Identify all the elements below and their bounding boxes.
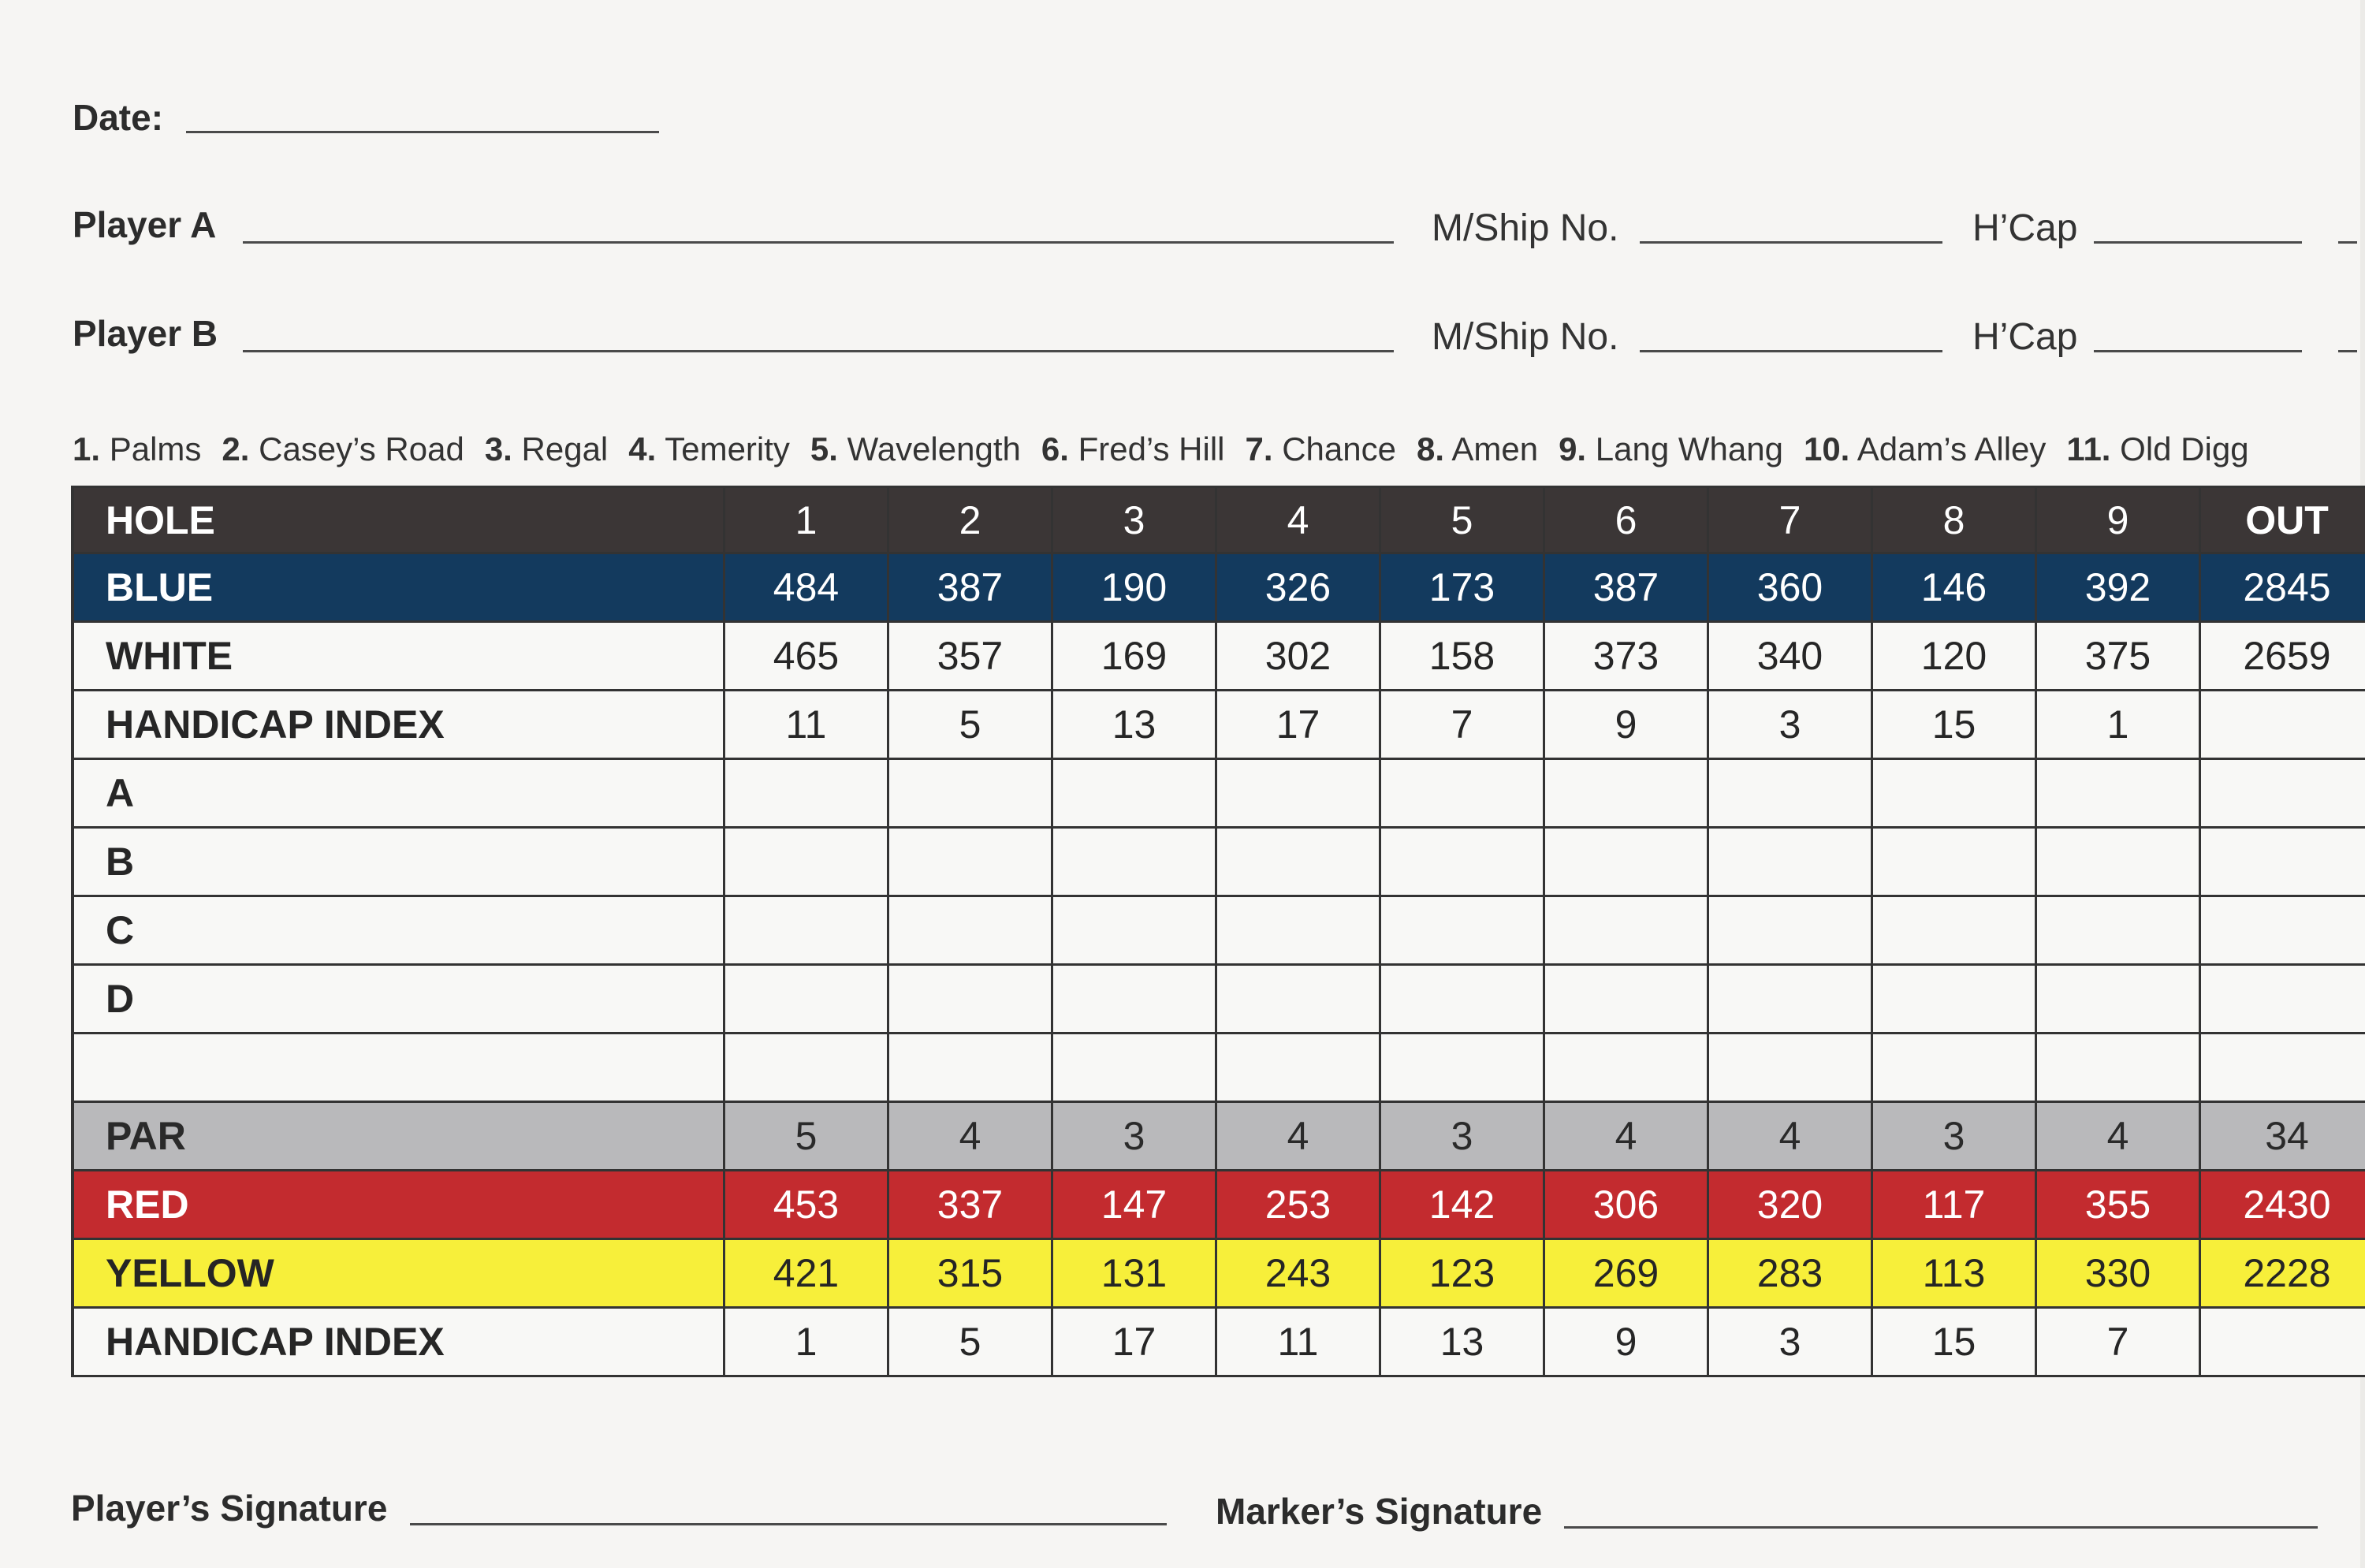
handicap-index-row-ladies-cell: 3	[1709, 1309, 1873, 1375]
handicap-index-row-cell: 15	[1873, 691, 2037, 758]
hole-name-item	[1041, 430, 1225, 467]
hole-row	[74, 486, 2365, 554]
white-tee-row-out-cell: 2659	[2243, 634, 2331, 678]
red-tee-row-cell: 306	[1545, 1171, 1709, 1238]
hole-name-number: 7.	[1245, 430, 1273, 467]
player-a-extra-field[interactable]	[2338, 241, 2357, 244]
player-score-row-cell[interactable]	[1217, 897, 1381, 963]
player-score-row-label: A	[74, 760, 725, 826]
hole-name-number: 4.	[628, 430, 657, 467]
handicap-index-row-ladies-label: HANDICAP INDEX	[74, 1309, 725, 1375]
red-tee-row-label: RED	[74, 1171, 725, 1238]
player-score-row-cell[interactable]	[725, 829, 889, 895]
blue-tee-row-cell: 387	[1545, 554, 1709, 620]
player-score-row-out-cell[interactable]	[2201, 829, 2365, 895]
player-score-row-cell[interactable]	[1545, 966, 1709, 1032]
player-score-row	[74, 760, 2365, 829]
handicap-index-row-cell: 1	[2037, 691, 2201, 758]
hole-name-item	[1246, 430, 1396, 467]
player-score-row-cell[interactable]	[1217, 966, 1381, 1032]
player-b-name-field[interactable]	[243, 350, 1394, 352]
yellow-tee-row-cell: 243	[1217, 1240, 1381, 1306]
blue-tee-row-cell: 484	[725, 554, 889, 620]
white-tee-row-cell: 357	[889, 623, 1053, 689]
player-score-row	[74, 1034, 2365, 1103]
player-score-row-cell[interactable]	[889, 760, 1053, 826]
red-tee-row-cell: 337	[889, 1171, 1053, 1238]
par-row-cell: 5	[725, 1103, 889, 1169]
par-row-out-cell: 34	[2265, 1114, 2309, 1158]
par-row-cell: 4	[889, 1103, 1053, 1169]
player-b-hcap-field[interactable]	[2094, 350, 2302, 352]
handicap-index-row-ladies-cell: 7	[2037, 1309, 2201, 1375]
hole-row-cell: 2	[889, 488, 1053, 552]
handicap-index-row-cell: 7	[1381, 691, 1545, 758]
hole-name-item	[73, 430, 201, 467]
player-a-hcap-label: H’Cap	[1972, 207, 2078, 249]
hole-name-number: 5.	[810, 430, 838, 467]
player-score-row-cell[interactable]	[1873, 760, 2037, 826]
player-a-mship-label: M/Ship No.	[1432, 207, 1619, 249]
par-row-cell: 3	[1053, 1103, 1217, 1169]
hole-name-number: 2.	[222, 430, 250, 467]
red-tee-row-cell: 147	[1053, 1171, 1217, 1238]
par-row-cell: 4	[2037, 1103, 2201, 1169]
white-tee-row	[74, 623, 2365, 691]
player-signature-label: Player’s Signature	[71, 1488, 388, 1529]
player-score-row-cell[interactable]	[889, 829, 1053, 895]
player-score-row-label: D	[74, 966, 725, 1032]
yellow-tee-row	[74, 1240, 2365, 1309]
par-row-cell: 4	[1217, 1103, 1381, 1169]
red-tee-row-cell: 142	[1381, 1171, 1545, 1238]
hole-row-cell: 9	[2037, 488, 2201, 552]
hole-row-cell: 5	[1381, 488, 1545, 552]
white-tee-row-cell: 340	[1709, 623, 1873, 689]
red-tee-row-out-cell: 2430	[2243, 1183, 2331, 1227]
player-a-hcap-field[interactable]	[2094, 241, 2302, 244]
player-score-row-out-cell[interactable]	[2201, 760, 2365, 826]
player-score-row-cell[interactable]	[1873, 1034, 2037, 1101]
player-score-row	[74, 966, 2365, 1034]
player-score-row-cell[interactable]	[889, 897, 1053, 963]
white-tee-row-cell: 158	[1381, 623, 1545, 689]
yellow-tee-row-cell: 283	[1709, 1240, 1873, 1306]
yellow-tee-row-cell: 113	[1873, 1240, 2037, 1306]
player-score-row-cell[interactable]	[2037, 1034, 2201, 1101]
player-score-row-cell[interactable]	[1545, 1034, 1709, 1101]
par-row-cell: 3	[1873, 1103, 2037, 1169]
player-b-hcap-label: H’Cap	[1972, 316, 2078, 358]
player-score-row	[74, 829, 2365, 897]
white-tee-row-cell: 375	[2037, 623, 2201, 689]
blue-tee-row	[74, 554, 2365, 623]
player-score-row-cell[interactable]	[1217, 1034, 1381, 1101]
red-tee-row-cell: 453	[725, 1171, 889, 1238]
hole-name-text: Temerity	[665, 430, 790, 467]
red-tee-row-cell: 253	[1217, 1171, 1381, 1238]
player-signature-field[interactable]	[410, 1523, 1167, 1525]
hole-name-text: Casey’s Road	[259, 430, 464, 467]
yellow-tee-row-cell: 330	[2037, 1240, 2201, 1306]
scorecard-table	[71, 486, 2365, 1377]
hole-name-text: Lang Whang	[1595, 430, 1783, 467]
handicap-index-row-ladies-cell: 9	[1545, 1309, 1709, 1375]
hole-name-number: 9.	[1559, 430, 1587, 467]
player-score-row-cell[interactable]	[1381, 897, 1545, 963]
blue-tee-row-cell: 146	[1873, 554, 2037, 620]
hole-name-item	[485, 430, 608, 467]
player-score-row	[74, 897, 2365, 966]
handicap-index-row-ladies-cell: 13	[1381, 1309, 1545, 1375]
handicap-index-row-ladies-cell: 11	[1217, 1309, 1381, 1375]
blue-tee-row-out-cell: 2845	[2243, 565, 2331, 609]
handicap-index-row-cell: 17	[1217, 691, 1381, 758]
player-score-row-cell[interactable]	[1053, 760, 1217, 826]
player-a-label: Player A	[73, 204, 217, 245]
player-score-row-cell[interactable]	[1381, 760, 1545, 826]
hole-name-item	[1559, 430, 1783, 467]
player-score-row-label: C	[74, 897, 725, 963]
yellow-tee-row-cell: 421	[725, 1240, 889, 1306]
player-score-row-cell[interactable]	[1873, 966, 2037, 1032]
player-score-row-cell[interactable]	[1709, 829, 1873, 895]
white-tee-row-cell: 120	[1873, 623, 2037, 689]
blue-tee-row-cell: 387	[889, 554, 1053, 620]
hole-name-text: Old Digg	[2120, 430, 2249, 467]
handicap-index-row-cell: 9	[1545, 691, 1709, 758]
date-field[interactable]	[186, 131, 659, 133]
blue-tee-row-cell: 326	[1217, 554, 1381, 620]
blue-tee-row-cell: 190	[1053, 554, 1217, 620]
par-row-label: PAR	[74, 1103, 725, 1169]
player-score-row-cell[interactable]	[1381, 966, 1545, 1032]
player-score-row-cell[interactable]	[1381, 829, 1545, 895]
player-score-row-cell[interactable]	[1545, 760, 1709, 826]
handicap-index-row-ladies-cell: 15	[1873, 1309, 2037, 1375]
yellow-tee-row-cell: 269	[1545, 1240, 1709, 1306]
player-score-row-cell[interactable]	[1217, 829, 1381, 895]
hole-row-cell: 1	[725, 488, 889, 552]
hole-row-cell: 8	[1873, 488, 2037, 552]
player-b-extra-field[interactable]	[2338, 350, 2357, 352]
hole-name-number: 8.	[1416, 430, 1444, 467]
player-score-row-out-cell[interactable]	[2201, 966, 2365, 1032]
handicap-index-row	[74, 691, 2365, 760]
blue-tee-row-cell: 392	[2037, 554, 2201, 620]
player-b-mship-label: M/Ship No.	[1432, 316, 1619, 358]
blue-tee-row-label: BLUE	[74, 554, 725, 620]
marker-signature-field[interactable]	[1564, 1526, 2318, 1529]
handicap-index-row-cell: 11	[725, 691, 889, 758]
hole-name-text: Palms	[109, 430, 202, 467]
player-score-row-cell[interactable]	[725, 897, 889, 963]
hole-row-cell: 4	[1217, 488, 1381, 552]
par-row-cell: 3	[1381, 1103, 1545, 1169]
blue-tee-row-cell: 173	[1381, 554, 1545, 620]
yellow-tee-row-cell: 131	[1053, 1240, 1217, 1306]
hole-name-text: Regal	[521, 430, 609, 467]
player-score-row-cell[interactable]	[1545, 897, 1709, 963]
hole-name-item	[628, 430, 790, 467]
player-score-row-cell[interactable]	[1053, 897, 1217, 963]
handicap-index-row-ladies-cell: 1	[725, 1309, 889, 1375]
player-b-mship-field[interactable]	[1640, 350, 1942, 352]
yellow-tee-row-cell: 315	[889, 1240, 1053, 1306]
hole-row-cell: 6	[1545, 488, 1709, 552]
hole-name-number: 11.	[2066, 430, 2111, 467]
player-score-row-cell[interactable]	[1053, 966, 1217, 1032]
hole-row-cell: 3	[1053, 488, 1217, 552]
hole-name-item	[222, 430, 464, 467]
hole-name-item	[810, 430, 1021, 467]
player-a-name-field[interactable]	[243, 241, 1394, 244]
player-score-row-cell[interactable]	[1217, 760, 1381, 826]
handicap-index-row-out-cell	[2201, 691, 2365, 758]
player-score-row-cell[interactable]	[725, 1034, 889, 1101]
par-row	[74, 1103, 2365, 1171]
white-tee-row-cell: 169	[1053, 623, 1217, 689]
red-tee-row	[74, 1171, 2365, 1240]
player-score-row-cell[interactable]	[1709, 1034, 1873, 1101]
player-a-mship-field[interactable]	[1640, 241, 1942, 244]
par-row-cell: 4	[1709, 1103, 1873, 1169]
marker-signature-label: Marker’s Signature	[1216, 1491, 1543, 1532]
yellow-tee-row-label: YELLOW	[74, 1240, 725, 1306]
player-score-row-cell[interactable]	[1709, 966, 1873, 1032]
hole-name-item	[1804, 430, 2046, 467]
player-score-row-cell[interactable]	[2037, 760, 2201, 826]
handicap-index-row-ladies-cell: 17	[1053, 1309, 1217, 1375]
blue-tee-row-cell: 360	[1709, 554, 1873, 620]
player-score-row-cell[interactable]	[889, 966, 1053, 1032]
player-score-row-cell[interactable]	[1053, 1034, 1217, 1101]
hole-name-number: 1.	[73, 430, 101, 467]
red-tee-row-cell: 355	[2037, 1171, 2201, 1238]
handicap-index-row-cell: 5	[889, 691, 1053, 758]
white-tee-row-cell: 302	[1217, 623, 1381, 689]
hole-row-cell: 7	[1709, 488, 1873, 552]
hole-row-label: HOLE	[74, 488, 725, 552]
yellow-tee-row-cell: 123	[1381, 1240, 1545, 1306]
player-score-row-out-cell[interactable]	[2201, 897, 2365, 963]
handicap-index-row-ladies	[74, 1309, 2365, 1377]
red-tee-row-cell: 117	[1873, 1171, 2037, 1238]
handicap-index-row-cell: 13	[1053, 691, 1217, 758]
player-b-label: Player B	[73, 313, 218, 354]
player-score-row-cell[interactable]	[1381, 1034, 1545, 1101]
handicap-index-row-ladies-out-cell	[2201, 1309, 2365, 1375]
red-tee-row-cell: 320	[1709, 1171, 1873, 1238]
hole-name-text: Chance	[1282, 430, 1396, 467]
hole-name-text: Amen	[1451, 430, 1539, 467]
player-score-row-cell[interactable]	[889, 1034, 1053, 1101]
player-score-row-cell[interactable]	[1873, 897, 2037, 963]
player-score-row-label: B	[74, 829, 725, 895]
yellow-tee-row-out-cell: 2228	[2243, 1251, 2331, 1295]
player-score-row-cell[interactable]	[1709, 897, 1873, 963]
hole-name-text: Wavelength	[847, 430, 1021, 467]
white-tee-row-cell: 465	[725, 623, 889, 689]
hole-name-item	[2066, 430, 2248, 467]
player-score-row-cell[interactable]	[725, 966, 889, 1032]
hole-name-text: Adam’s Alley	[1857, 430, 2047, 467]
player-score-row-cell[interactable]	[2037, 829, 2201, 895]
player-score-row-cell[interactable]	[1053, 829, 1217, 895]
hole-names-list	[73, 430, 2270, 468]
handicap-index-row-cell: 3	[1709, 691, 1873, 758]
white-tee-row-label: WHITE	[74, 623, 725, 689]
hole-name-number: 10.	[1803, 430, 1850, 467]
white-tee-row-cell: 373	[1545, 623, 1709, 689]
handicap-index-row-ladies-cell: 5	[889, 1309, 1053, 1375]
hole-name-text: Fred’s Hill	[1078, 430, 1225, 467]
player-score-row-out-cell[interactable]	[2201, 1034, 2365, 1101]
hole-name-number: 3.	[484, 430, 512, 467]
player-score-row-cell[interactable]	[1709, 760, 1873, 826]
player-score-row-cell[interactable]	[1545, 829, 1709, 895]
player-score-row-cell[interactable]	[2037, 966, 2201, 1032]
player-score-row-cell[interactable]	[1873, 829, 2037, 895]
player-score-row-cell[interactable]	[2037, 897, 2201, 963]
hole-name-number: 6.	[1041, 430, 1069, 467]
hole-name-item	[1417, 430, 1538, 467]
handicap-index-row-label: HANDICAP INDEX	[74, 691, 725, 758]
par-row-cell: 4	[1545, 1103, 1709, 1169]
player-score-row-cell[interactable]	[725, 760, 889, 826]
date-label: Date:	[73, 97, 164, 138]
player-score-row-label	[74, 1034, 725, 1101]
hole-row-out-cell: OUT	[2245, 497, 2329, 542]
